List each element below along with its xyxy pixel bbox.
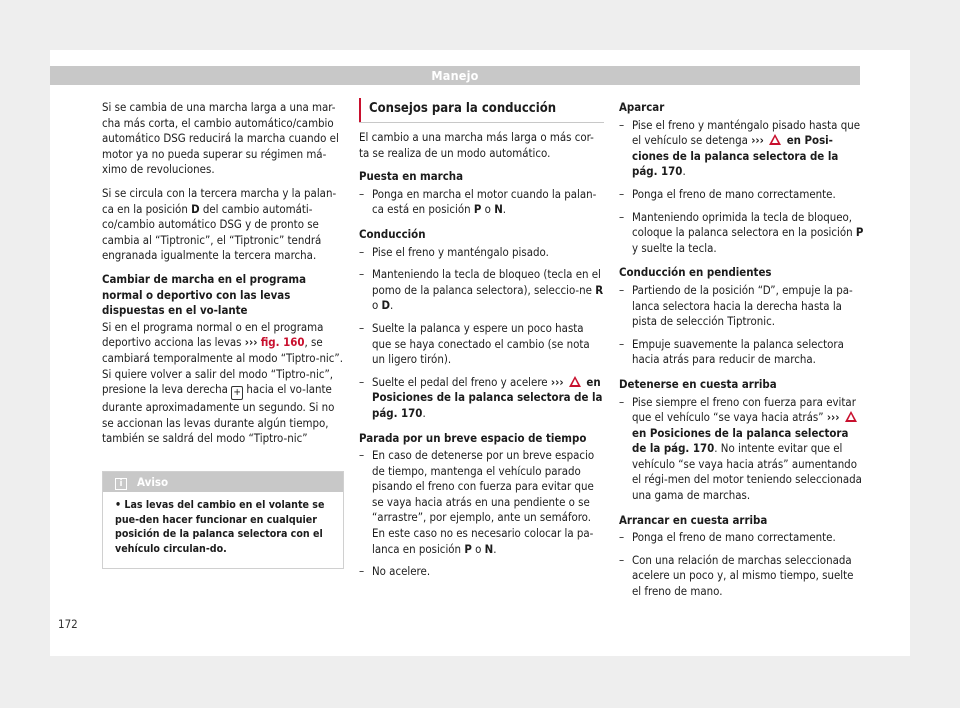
paddle-plus-icon: + [231, 386, 243, 400]
text-run: Si se circula con la tercera marcha y la palan-ca en la posición [102, 185, 337, 216]
subsection-title: Parada por un breve espacio de tiempo [359, 430, 587, 445]
text-run: No acelere. [372, 564, 431, 579]
subsection-title: Cambiar de marcha en el programa normal o deportivo con las levas dispuestas en el vo-lante [102, 271, 307, 318]
list-item [359, 187, 604, 218]
text-run: . [493, 541, 497, 556]
gear-label: D [381, 298, 391, 313]
list-item [619, 553, 864, 600]
subsection-title: Arrancar en cuesta arriba [619, 512, 768, 527]
gear-label: N [494, 202, 503, 217]
text-run: . [390, 298, 394, 313]
gear-label: P [464, 541, 472, 556]
dash: – [619, 530, 625, 545]
list-item [619, 530, 864, 546]
text-run: Pise el freno y manténgalo pisado hasta que el vehículo se detenga [632, 117, 861, 148]
column-right [619, 100, 864, 607]
text-run: Suelte el pedal del freno y acelere [372, 374, 551, 389]
gear-label: N [484, 541, 494, 556]
text-run: Empuje suavemente la palanca selectora hacia atrás para reducir de marcha. [632, 336, 844, 367]
dash: – [619, 209, 625, 224]
text-run: Ponga en marcha el motor cuando la palan-ca está en posición [372, 186, 597, 217]
text-run: . No intente evitar que el vehículo “se vaya hacia atrás” aumentando el régi-men del motor teniendo seleccionada una gama de marchas. [632, 441, 862, 503]
list-item [359, 245, 604, 261]
note-text: Las levas del cambio en el volante se pue-den hacer funcionar en cualquier posición de la palanca selectora con el vehículo circulan-do. [115, 499, 325, 555]
note-title: Aviso [137, 475, 169, 489]
dash: – [619, 186, 625, 201]
chapter-header: Manejo [50, 66, 860, 85]
step-list [619, 395, 864, 504]
text-run: , se cambiará temporalmente al modo “Tiptro-nic”. Si quiere volver a salir del modo “Tiptro-nic”, presione la leva derecha [102, 335, 343, 397]
dash: – [619, 552, 625, 567]
text-run: Pise el freno y manténgalo pisado. [372, 244, 549, 259]
text-run: En caso de detenerse por un breve espacio de tiempo, mantenga el vehículo parado pisando el freno con fuerza para evitar que se vaya hacia atrás en una pendiente o se “arrastre”, por ejemplo, ante un semáforo. En este caso no es necesario colocar la pa-lanca en posición [372, 448, 595, 556]
dash: – [359, 564, 365, 579]
figure-link[interactable]: fig. 160 [260, 335, 305, 350]
text-run: hacia el vo-lante durante aproximadamente un segundo. Si no se accionan las levas durante algún tiempo, también se saldrá del modo “Tiptro-nic” [102, 382, 335, 446]
text-run: . [682, 164, 686, 179]
text-run: Manteniendo oprimida la tecla de bloqueo, coloque la palanca selectora en la posición [632, 209, 856, 240]
paragraph [102, 186, 347, 264]
list-item [359, 448, 604, 557]
list-item [619, 395, 864, 504]
gear-d-label: D [191, 201, 200, 216]
gear-label: P [473, 202, 482, 217]
step-list [359, 187, 604, 218]
column-middle [359, 130, 604, 587]
step-list [359, 448, 604, 580]
warning-icon [569, 376, 581, 387]
text-run: . [422, 405, 426, 420]
list-item [359, 564, 604, 580]
bullet: • [115, 499, 122, 511]
cross-ref-arrows: ››› [244, 335, 258, 350]
text-run: Ponga el freno de mano correctamente. [632, 530, 836, 545]
text-run: Pise siempre el freno con fuerza para evitar que el vehículo “se vaya hacia atrás” [632, 394, 856, 425]
subsection-title: Aparcar [619, 100, 665, 114]
text-run: . [502, 202, 507, 217]
dash: – [359, 448, 365, 463]
list-item [619, 187, 864, 203]
paragraph: El cambio a una marcha más larga o más cor-ta se realiza de un modo automático. [359, 130, 594, 160]
list-item [359, 375, 604, 422]
paragraph: Si se cambia de una marcha larga a una mar-cha más corta, el cambio automático/cambio automático DSG reducirá la marcha cuando el motor ya no pueda superar su régimen má-ximo de revoluciones. [102, 100, 339, 177]
step-list [619, 530, 864, 599]
text-run: o [481, 202, 495, 217]
note-box [102, 471, 344, 569]
step-list [619, 118, 864, 257]
dash: – [619, 117, 625, 132]
text-run: del cambio automáti-co/cambio automático DSG y de pronto se cambia al “Tiptronic”, el “Tiptronic” tendrá engranada igualmente la tercera marcha. [102, 201, 322, 263]
text-run: y suelte la tecla. [632, 240, 717, 255]
text-run: Manteniendo la tecla de bloqueo (tecla en el pomo de la palanca selectora), seleccio-ne [372, 267, 601, 297]
list-item [359, 321, 604, 368]
dash: – [619, 394, 625, 409]
info-icon: i [115, 478, 127, 490]
cross-ref-arrows: ››› [550, 374, 564, 389]
text-run: o [372, 298, 382, 313]
text-run: Partiendo de la posición “D”, empuje la pa-lanca selectora hacia la derecha hasta la pista de selección Tiptronic. [632, 282, 853, 329]
dash: – [359, 244, 365, 259]
text-run: Si en el programa normal o en el programa deportivo acciona las levas [102, 319, 324, 350]
cross-ref-link[interactable]: en Posiciones de la palanca selectora de la pág. 170 [372, 374, 603, 420]
subsection-title: Conducción [359, 226, 426, 241]
dash: – [359, 374, 365, 389]
subsection-title: Puesta en marcha [359, 169, 463, 184]
cross-ref-link[interactable]: en Posi-ciones de la palanca selectora de la pág. 170 [632, 133, 839, 179]
warning-icon [769, 134, 781, 145]
page-number: 172 [58, 617, 78, 631]
gear-label: R [595, 282, 604, 297]
list-item [619, 118, 864, 180]
cross-ref-arrows: ››› [826, 410, 840, 425]
list-item [619, 283, 864, 330]
note-header [103, 472, 343, 492]
dash: – [359, 186, 365, 201]
list-item [359, 267, 604, 314]
section-title: Consejos para la conducción [359, 98, 604, 122]
list-item [619, 210, 864, 257]
cross-ref-arrows: ››› [751, 133, 764, 148]
section-divider [359, 122, 604, 123]
column-left [102, 100, 347, 455]
warning-icon [845, 411, 857, 422]
dash: – [619, 336, 625, 351]
step-list [619, 283, 864, 368]
text-run: o [471, 541, 485, 556]
list-item [619, 337, 864, 368]
text-run: Con una relación de marchas seleccionada acelere un poco y, al mismo tiempo, suelte el freno de mano. [632, 552, 854, 599]
note-body [103, 492, 343, 556]
dash: – [619, 282, 625, 297]
paragraph [102, 320, 347, 447]
subsection-title: Detenerse en cuesta arriba [619, 376, 777, 391]
subsection-title: Conducción en pendientes [619, 265, 772, 280]
text-run: Suelte la palanca y espere un poco hasta que se haya conectado el cambio (se nota un ligero tirón). [372, 320, 590, 367]
text-run: Ponga el freno de mano correctamente. [632, 186, 836, 201]
dash: – [359, 320, 365, 335]
gear-label: P [855, 225, 864, 240]
cross-ref-link[interactable]: en Posiciones de la palanca selectora de la pág. 170 [632, 425, 849, 456]
step-list [359, 245, 604, 422]
dash: – [359, 267, 365, 282]
